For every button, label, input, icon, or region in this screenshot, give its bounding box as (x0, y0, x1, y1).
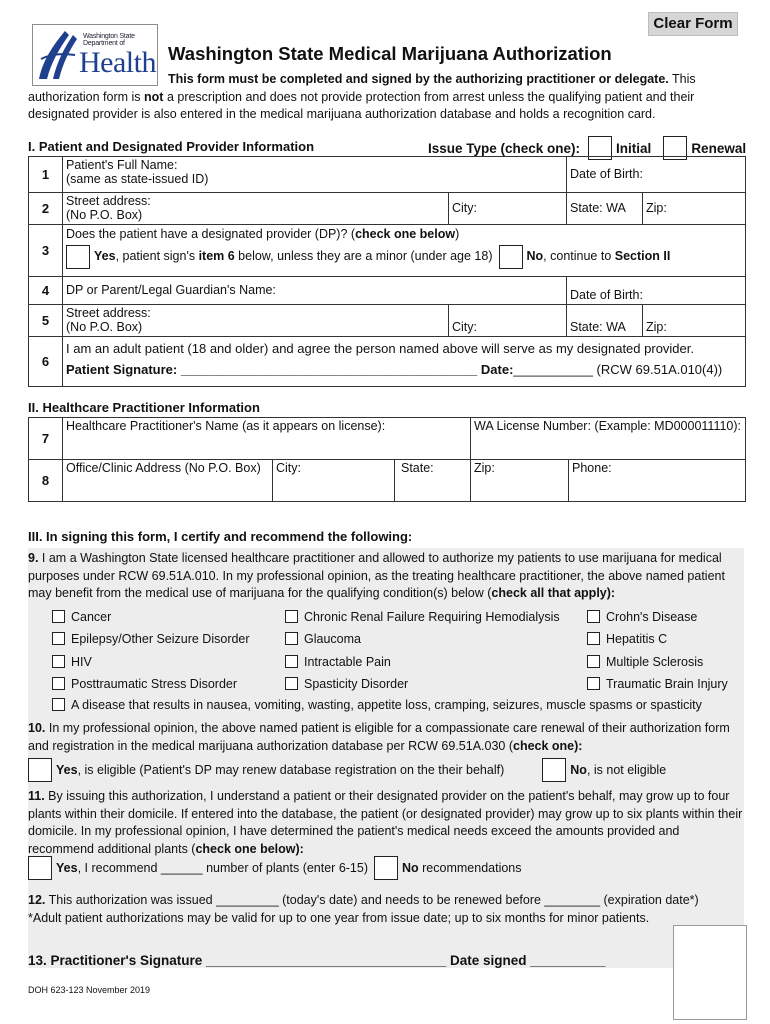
signature-box[interactable] (673, 925, 747, 1020)
renewal-no-label: No, is not eligible (570, 763, 667, 777)
condition-disease-symptoms[interactable]: A disease that results in nausea, vomiting, wasting, appetite loss, cramping, seizures, muscle spasms or spasticity (52, 697, 702, 713)
patient-dob-field[interactable] (567, 157, 746, 193)
plants-no-checkbox[interactable] (374, 856, 398, 880)
street-sub: (No P.O. Box) (66, 319, 143, 334)
practitioner-signature-line[interactable]: 13. Practitioner's Signature ________________________________ Date signed __________ (28, 953, 606, 968)
renewal-no-checkbox[interactable] (542, 758, 566, 782)
plants-yes-checkbox[interactable] (28, 856, 52, 880)
patient-state-field[interactable] (567, 193, 643, 225)
checkbox[interactable] (52, 698, 65, 711)
row-number: 6 (29, 337, 63, 387)
patient-city-field[interactable] (449, 193, 567, 225)
item-10-text: 10. In my professional opinion, the above named patient is eligible for a compassionate care renewal of their authorization form and registration in the medical marijuana authorization database per RCW 69.51A.030 (check one): (28, 721, 730, 753)
license-number-label: WA License Number: (Example: MD000011110): (474, 419, 742, 433)
section-1-heading: I. Patient and Designated Provider Information (28, 139, 315, 154)
dp-no-label: No, continue to Section II (526, 248, 671, 263)
table-row (29, 460, 746, 502)
condition-hepatitis-c[interactable]: Hepatitis C (587, 631, 667, 647)
page-title: Washington State Medical Marijuana Authorization (168, 43, 612, 64)
checkbox[interactable] (587, 677, 600, 690)
checkbox[interactable] (587, 610, 600, 623)
checkbox[interactable] (52, 677, 65, 690)
street-sub: (No P.O. Box) (66, 207, 143, 222)
checkbox[interactable] (52, 632, 65, 645)
dp-dob-label: Date of Birth: (570, 287, 643, 302)
office-phone-field[interactable] (569, 460, 746, 502)
row-number: 4 (29, 277, 63, 305)
patient-name-label: Patient's Full Name: (66, 158, 178, 172)
dp-yes-label: Yes, patient sign's item 6 below, unless they are a minor (under age 18) (94, 248, 493, 263)
dp-name-label: DP or Parent/Legal Guardian's Name: (66, 282, 276, 297)
office-address-field[interactable] (63, 460, 273, 502)
renewal-yes-checkbox[interactable] (28, 758, 52, 782)
state-label: State: WA (570, 319, 626, 334)
city-label: City: (452, 319, 477, 334)
checkbox[interactable] (285, 610, 298, 623)
item-11-options (28, 856, 522, 880)
practitioner-name-field[interactable] (63, 418, 471, 460)
patient-name-sub: (same as state-issued ID) (66, 171, 209, 186)
renewal-label: Renewal (691, 140, 747, 156)
item-12-note: *Adult patient authorizations may be valid for up to one year from issue date; up to six months for minor patients. (28, 910, 650, 925)
condition-ptsd[interactable]: Posttraumatic Stress Disorder (52, 676, 237, 692)
condition-epilepsy[interactable]: Epilepsy/Other Seizure Disorder (52, 631, 250, 647)
condition-cancer[interactable]: Cancer (52, 609, 111, 625)
plants-yes-label: Yes, I recommend ______ number of plants (enter 6-15) (56, 861, 368, 875)
dp-zip-field[interactable] (643, 305, 746, 337)
dp-state-field[interactable] (567, 305, 643, 337)
checkbox[interactable] (52, 655, 65, 668)
dp-question: Does the patient have a designated provider (DP)? (check one below) (66, 227, 460, 241)
condition-spasticity[interactable]: Spasticity Disorder (285, 676, 408, 692)
condition-intractable-pain[interactable]: Intractable Pain (285, 654, 391, 670)
table-row (29, 305, 746, 337)
issue-type-label: Issue Type (check one): (428, 140, 581, 156)
patient-consent-cell (63, 337, 746, 387)
form-footer: DOH 623-123 November 2019 (28, 985, 151, 995)
checkbox[interactable] (285, 632, 298, 645)
phone-label: Phone: (572, 461, 612, 475)
intro-text: This form must be completed and signed by the authorizing practitioner or delegate. This authorization form is not a prescription and does not provide protection from arrest unless the qualifying patient and their designated provider is also entered in the medical marijuana authorization database and holds a recognition card. (28, 72, 696, 121)
row-number: 3 (29, 225, 63, 277)
checkbox[interactable] (587, 655, 600, 668)
row-number: 8 (29, 460, 63, 502)
condition-tbi[interactable]: Traumatic Brain Injury (587, 676, 728, 692)
condition-crohns[interactable]: Crohn's Disease (587, 609, 697, 625)
condition-hiv[interactable]: HIV (52, 654, 92, 670)
office-address-label: Office/Clinic Address (No P.O. Box) (66, 461, 261, 475)
item-9-text: 9. I am a Washington State licensed healthcare practitioner and allowed to authorize my patients to use marijuana for medical purposes under RCW 69.51A.010. In my professional opinion, as the treating healthcare practitioner, the above named patient may benefit from the medical use of marijuana for the qualifying condition(s) below (check all that apply): (28, 551, 725, 600)
clear-form-button[interactable]: Clear Form (648, 12, 738, 36)
checkbox[interactable] (285, 655, 298, 668)
item-12-text: 12. This authorization was issued _________ (today's date) and needs to be renewed before ________ (expiration date*) *Adult patient authorizations may be valid for up to one year from issue date; up to six months for minor patients. (28, 892, 746, 927)
checkbox[interactable] (285, 677, 298, 690)
row-number: 1 (29, 157, 63, 193)
state-label: State: (401, 461, 434, 475)
patient-name-field[interactable] (63, 157, 567, 193)
logo-small-text: Washington State Department of (83, 33, 135, 47)
dp-question-cell (63, 225, 746, 277)
dp-yes-checkbox[interactable] (66, 245, 90, 269)
zip-label: Zip: (474, 461, 495, 475)
patient-signature-line[interactable]: Patient Signature: _________________________________________ Date:___________ (RCW 69.51A.010(4)) (66, 362, 723, 377)
logo-word: Health (79, 46, 156, 79)
row-number: 7 (29, 418, 63, 460)
street-label: Street address: (66, 306, 151, 320)
item-10-options (28, 758, 666, 782)
office-state-field[interactable] (395, 460, 471, 502)
condition-renal-failure[interactable]: Chronic Renal Failure Requiring Hemodialysis (285, 609, 560, 625)
section-3-heading: III. In signing this form, I certify and recommend the following: (28, 529, 413, 544)
initial-label: Initial (616, 140, 652, 156)
dp-city-field[interactable] (449, 305, 567, 337)
item-11-text: 11. By issuing this authorization, I understand a patient or their designated provider on the patient's behalf, may grow up to four plants within their domicile. If entered into the database, the patient (or designated provider) may grow up to six plants within their domicile. In my professional opinion, I have determined the patient's medical needs exceed the amounts provided and recommend additional plants (check one below): (28, 789, 743, 856)
table-row (29, 277, 746, 305)
state-label: State: WA (570, 200, 626, 215)
checkbox[interactable] (587, 632, 600, 645)
row-number: 2 (29, 193, 63, 225)
license-number-field[interactable] (471, 418, 746, 460)
patient-info-table (28, 156, 746, 387)
checkbox[interactable] (52, 610, 65, 623)
practitioner-name-label: Healthcare Practitioner's Name (as it appears on license): (66, 419, 386, 433)
dp-street-field[interactable] (63, 305, 449, 337)
table-row (29, 225, 746, 277)
table-row (29, 157, 746, 193)
practitioner-table (28, 417, 746, 502)
table-row (29, 337, 746, 387)
plants-no-label: No recommendations (402, 861, 522, 875)
row-number: 5 (29, 305, 63, 337)
office-zip-field[interactable] (471, 460, 569, 502)
condition-multiple-sclerosis[interactable]: Multiple Sclerosis (587, 654, 703, 670)
patient-zip-field[interactable] (643, 193, 746, 225)
patient-dob-label: Date of Birth: (570, 166, 643, 181)
condition-glaucoma[interactable]: Glaucoma (285, 631, 361, 647)
street-label: Street address: (66, 194, 151, 208)
dp-dob-field[interactable] (567, 277, 746, 305)
consent-text: I am an adult patient (18 and older) and agree the person named above will serve as my designated provider. (66, 341, 694, 356)
zip-label: Zip: (646, 200, 667, 215)
table-row (29, 418, 746, 460)
office-city-field[interactable] (273, 460, 395, 502)
dp-name-field[interactable] (63, 277, 567, 305)
section-2-heading: II. Healthcare Practitioner Information (28, 400, 260, 415)
renewal-yes-label: Yes, is eligible (Patient's DP may renew database registration on the their behalf) (56, 763, 505, 777)
zip-label: Zip: (646, 319, 667, 334)
patient-street-field[interactable] (63, 193, 449, 225)
city-label: City: (276, 461, 301, 475)
table-row (29, 193, 746, 225)
dp-no-checkbox[interactable] (499, 245, 523, 269)
city-label: City: (452, 200, 477, 215)
